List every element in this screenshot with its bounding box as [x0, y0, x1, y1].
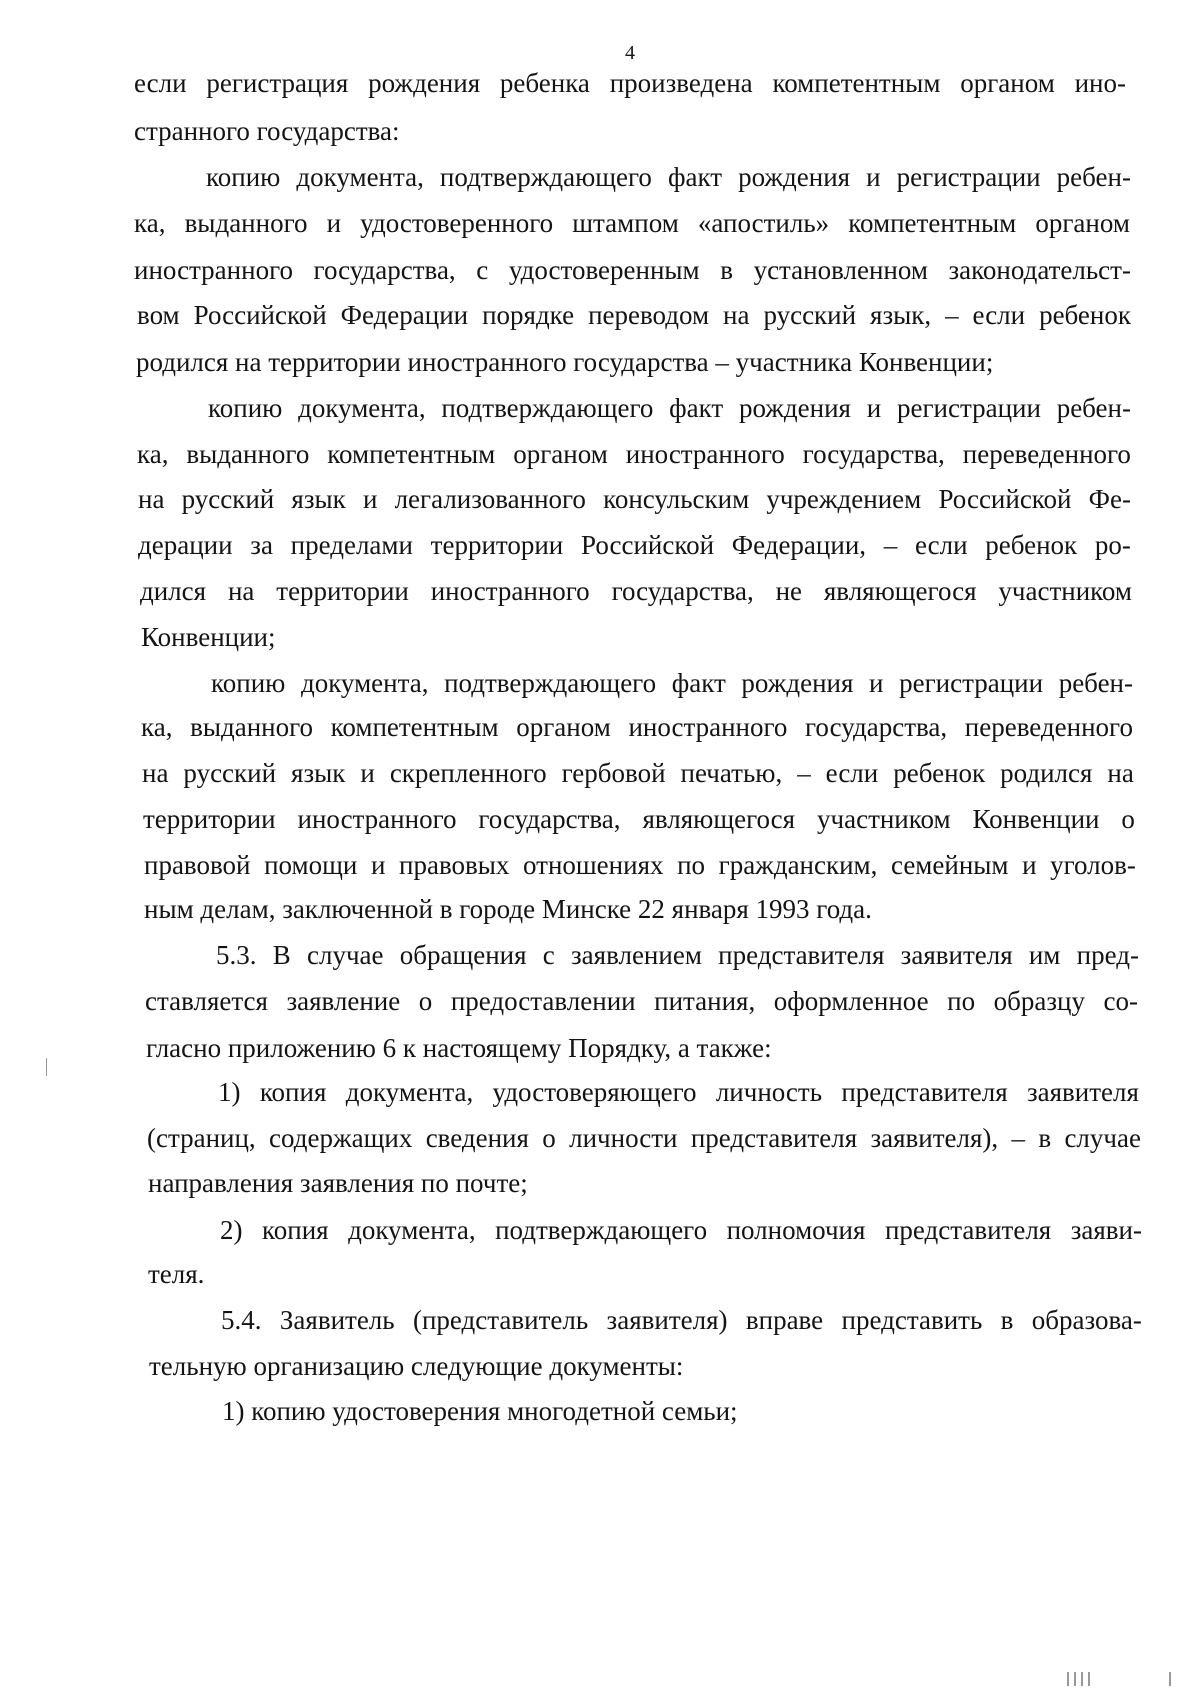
word: органом [1035, 208, 1130, 238]
word: дерации [138, 530, 233, 560]
word: регистрации [899, 668, 1044, 698]
word: по [677, 850, 706, 880]
word: удостоверенным [508, 255, 700, 285]
word: Российской [938, 484, 1072, 514]
text-line [134, 257, 1131, 284]
word: документа, [345, 1077, 474, 1107]
word: факт [667, 162, 723, 192]
text-line: ным делам, заключенной в городе Минске 22 января 1993 года. [144, 894, 872, 924]
word: «апостиль» [697, 208, 830, 238]
text-line [208, 395, 1131, 422]
word: ро- [1094, 530, 1131, 560]
text-line [141, 714, 1133, 741]
word: государства, [611, 576, 754, 606]
word: язык [291, 484, 346, 514]
word: государства, [802, 439, 945, 469]
word: и [370, 850, 386, 880]
word: и [1022, 850, 1037, 880]
word: Федерации [340, 300, 469, 330]
word: со- [1103, 986, 1138, 1016]
text-line [220, 1217, 1142, 1244]
word: регистрации [896, 393, 1041, 423]
word: по [947, 986, 976, 1016]
word: о [542, 1123, 556, 1153]
word: заявителя), [870, 1123, 999, 1153]
word: язык, [870, 300, 932, 330]
word: сведения [425, 1123, 529, 1153]
word: язык [291, 758, 346, 788]
word: выданного [190, 712, 313, 742]
word: установленном [753, 255, 928, 285]
word: ребенок [985, 530, 1078, 560]
word: (страниц, [147, 1123, 256, 1153]
word: представить [841, 1305, 983, 1335]
word: о [1121, 804, 1135, 834]
word: полномочия [726, 1215, 866, 1245]
word: копию [206, 162, 281, 192]
word: если [825, 758, 879, 788]
word: 5.3. [216, 940, 257, 970]
word: территории [143, 804, 276, 834]
word: – [883, 530, 898, 560]
word: в [1000, 1305, 1014, 1335]
word: помощи [264, 850, 358, 880]
word: документа, [348, 1215, 476, 1245]
word: рождения [738, 393, 851, 423]
word: копия [262, 1215, 329, 1245]
word: Федерации, [731, 530, 867, 560]
word: органом [516, 712, 611, 742]
text-line: странного государства: [134, 116, 400, 146]
text-line [218, 1079, 1139, 1106]
word: иностранного [430, 576, 590, 606]
scan-edge-mark [1074, 1672, 1076, 1686]
word: переводом [588, 300, 710, 330]
word: компетентным [848, 208, 1017, 238]
text-line [142, 760, 1134, 787]
word: переведенного [962, 439, 1131, 469]
word: копия [259, 1077, 327, 1107]
word: подтверждающего [439, 162, 652, 192]
word: ребенка [499, 68, 590, 98]
word: обращения [399, 940, 527, 970]
word: В [272, 940, 291, 970]
word: русский [181, 484, 275, 514]
word: выданного [184, 208, 308, 238]
word: и [326, 208, 342, 238]
word: иностранного [297, 804, 457, 834]
word: государства, [805, 712, 948, 742]
word: компетентным [330, 712, 499, 742]
word: семейным [891, 850, 1009, 880]
word: личность [715, 1077, 823, 1107]
word: скрепленного [389, 758, 547, 788]
word: являющегося [823, 576, 977, 606]
word: образова- [1031, 1305, 1142, 1335]
scan-edge-mark [46, 1058, 47, 1076]
word: регистрация [206, 68, 349, 98]
word: ка, [141, 712, 173, 742]
word: на [723, 300, 750, 330]
text-line [221, 1307, 1142, 1334]
word: органом [513, 439, 608, 469]
word: личности [569, 1123, 678, 1153]
word: 1) [218, 1077, 241, 1107]
word: случае [306, 940, 384, 970]
word: заявителя [900, 940, 1013, 970]
text-line [147, 1125, 1141, 1152]
word: факт [669, 393, 724, 423]
word: и [866, 162, 881, 192]
word: Российской [193, 300, 327, 330]
text-line [137, 302, 1131, 329]
word: о [418, 986, 433, 1016]
word: с [542, 940, 555, 970]
word: гербовой [561, 758, 666, 788]
word: учреждением [766, 484, 922, 514]
word: на [138, 484, 165, 514]
word: родился [1000, 758, 1093, 788]
word: Конвенции [972, 804, 1100, 834]
word: за [250, 530, 273, 560]
word: компетентным [327, 439, 496, 469]
word: копию [211, 668, 286, 698]
word: рождения [741, 668, 854, 698]
word: удостоверяющего [492, 1077, 697, 1107]
word: пределами [290, 530, 413, 560]
word: легализованного [394, 484, 586, 514]
word: заявлением [571, 940, 702, 970]
word: пред- [1076, 940, 1139, 970]
word: – [1011, 1123, 1025, 1153]
text-line [134, 70, 1126, 97]
word: подтверждающего [441, 393, 654, 423]
word: 5.4. [221, 1305, 262, 1335]
word: рождения [738, 162, 851, 192]
word: Российской [580, 530, 715, 560]
word: Фе- [1088, 484, 1131, 514]
word: печатью, [680, 758, 783, 788]
word: в [1038, 1123, 1052, 1153]
word: территории [276, 576, 409, 606]
text-line: гласно приложению 6 к настоящему Порядку, а также: [146, 1033, 772, 1063]
text-line [144, 852, 1136, 879]
word: не [775, 576, 803, 606]
word: правовых [399, 850, 510, 880]
word: русский [763, 300, 857, 330]
word: органом [960, 68, 1055, 98]
text-line: тельную организацию следующие документы: [149, 1351, 684, 1381]
word: и [360, 758, 375, 788]
word: ребенок [1039, 300, 1131, 330]
word: гражданским, [718, 850, 878, 880]
text-line: Конвенции; [141, 622, 276, 652]
word: законодательст- [948, 255, 1131, 285]
text-line [206, 164, 1131, 191]
word: являющегося [642, 804, 796, 834]
word: дился [140, 576, 207, 606]
word: ка, [134, 208, 166, 238]
word: (представитель [412, 1305, 589, 1335]
word: факт [671, 668, 726, 698]
text-line [134, 210, 1130, 237]
word: подтверждающего [495, 1215, 708, 1245]
word: копию [208, 393, 283, 423]
page-number: 4 [625, 42, 635, 64]
word: произведена [609, 68, 753, 98]
text-line [211, 670, 1133, 697]
word: и [866, 393, 882, 423]
text-line: родился на территории иностранного государства – участника Конвенции; [136, 347, 994, 377]
word: предоставлении [450, 986, 636, 1016]
word: иностранного [625, 439, 785, 469]
word: правовой [144, 850, 251, 880]
word: подтверждающего [444, 668, 657, 698]
word: вправе [745, 1305, 824, 1335]
word: заявителя [1026, 1077, 1139, 1107]
word: на [1107, 758, 1134, 788]
word: порядке [482, 300, 575, 330]
word: компетентным [772, 68, 941, 98]
text-line [143, 806, 1135, 833]
text-line [216, 942, 1139, 969]
word: иностранного [628, 712, 788, 742]
word: консульским [603, 484, 750, 514]
text-line [138, 486, 1131, 513]
text-line: теля. [148, 1259, 205, 1289]
word: выданного [186, 439, 310, 469]
word: ребен- [1058, 668, 1133, 698]
word: Заявитель [279, 1305, 395, 1335]
word: документа, [300, 668, 429, 698]
word: в [720, 255, 733, 285]
word: ставляется [145, 986, 268, 1016]
word: если [972, 300, 1026, 330]
word: удостоверенного [360, 208, 554, 238]
word: ребен- [1056, 162, 1131, 192]
text-line [137, 441, 1131, 468]
word: ребенок [893, 758, 986, 788]
word: питания, [654, 986, 756, 1016]
word: – [945, 300, 959, 330]
word: случае [1064, 1123, 1141, 1153]
text-line [145, 988, 1138, 1015]
word: – [797, 758, 811, 788]
word: представителя [690, 1123, 858, 1153]
word: 2) [220, 1215, 243, 1245]
word: документа, [296, 162, 424, 192]
word: на [227, 576, 255, 606]
word: заяви- [1070, 1215, 1142, 1245]
word: и [362, 484, 378, 514]
word: отношениях [523, 850, 664, 880]
word: штампом [572, 208, 679, 238]
word: уголов- [1050, 850, 1136, 880]
word: представителя [718, 940, 885, 970]
word: образцу [993, 986, 1085, 1016]
word: ребен- [1056, 393, 1131, 423]
word: русский [183, 758, 277, 788]
word: заявление [286, 986, 401, 1016]
word: государства, [478, 804, 621, 834]
word: документа, [298, 393, 426, 423]
word: иностранного [134, 255, 293, 285]
text-line [140, 578, 1132, 605]
word: ино- [1074, 68, 1126, 98]
word: участником [817, 804, 951, 834]
text-line: 1) копию удостоверения многодетной семьи; [222, 1396, 738, 1426]
word: если [914, 530, 968, 560]
word: территории [430, 530, 564, 560]
scan-edge-mark [1081, 1672, 1083, 1686]
text-line [138, 532, 1131, 559]
word: им [1028, 940, 1061, 970]
scan-edge-mark [1088, 1672, 1090, 1686]
word: представителя [841, 1077, 1008, 1107]
word: с [476, 255, 489, 285]
word: вом [137, 300, 180, 330]
word: регистрации [896, 162, 1041, 192]
scan-edge-mark [1169, 1672, 1171, 1686]
word: оформленное [773, 986, 929, 1016]
word: если [134, 68, 187, 98]
word: рождения [368, 68, 481, 98]
word: заявителя) [606, 1305, 728, 1335]
word: ка, [137, 439, 169, 469]
word: на [142, 758, 169, 788]
text-line: направления заявления по почте; [148, 1168, 528, 1198]
word: содержащих [269, 1123, 413, 1153]
word: государства, [313, 255, 456, 285]
word: представителя [884, 1215, 1052, 1245]
word: переведенного [964, 712, 1133, 742]
word: участником [998, 576, 1132, 606]
scan-edge-mark [1067, 1672, 1069, 1686]
word: и [869, 668, 884, 698]
